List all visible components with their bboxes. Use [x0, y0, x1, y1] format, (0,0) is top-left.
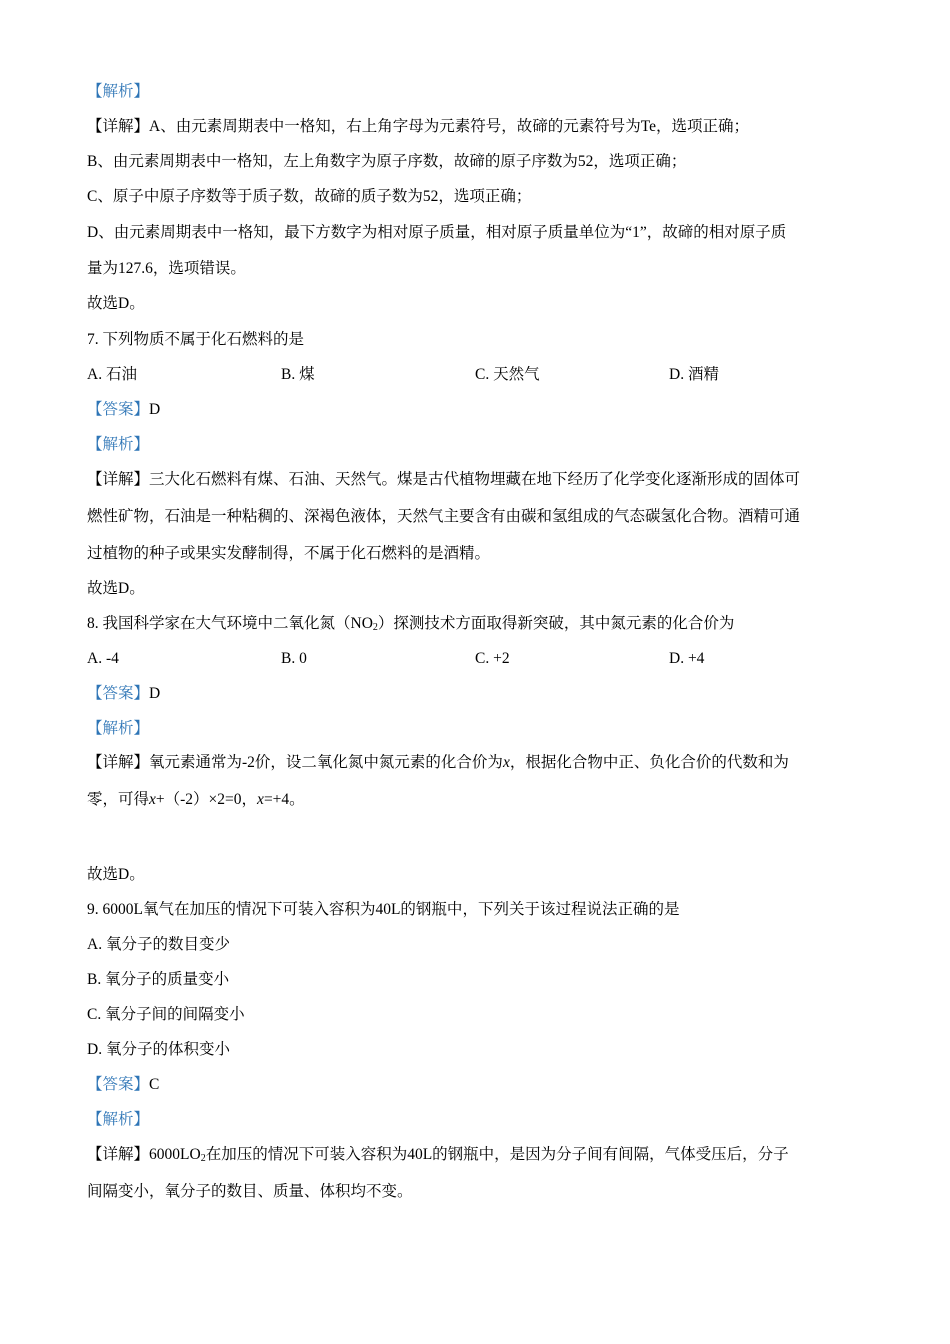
- q7-detail-3: 过植物的种子或果实发酵制得，不属于化石燃料的是酒精。: [87, 545, 491, 562]
- answer-tag: 【答案】: [87, 401, 150, 418]
- q8-conclusion: 故选D。: [87, 866, 145, 883]
- q7-option-c: C. 天然气: [475, 366, 540, 383]
- q9-option-a: A. 氧分子的数目变少: [87, 936, 230, 953]
- q6-analysis-label: 【解析】: [87, 83, 150, 100]
- q8-option-d: D. +4: [669, 650, 705, 667]
- q6-conclusion: 故选D。: [87, 295, 145, 312]
- q6-line-c: C、原子中原子序数等于质子数，故碲的质子数为52，选项正确；: [87, 188, 532, 205]
- q8-answer: 【答案】D: [87, 685, 161, 702]
- q7-answer: 【答案】D: [87, 401, 161, 418]
- q8-detail-2: 零，可得x+（-2）×2=0，x=+4。: [87, 791, 305, 808]
- q7-option-a: A. 石油: [87, 366, 137, 383]
- detail-tag: 【详解】: [87, 754, 150, 771]
- q8-detail-1: 【详解】氧元素通常为-2价，设二氧化氮中氮元素的化合价为x，根据化合物中正、负化合价的代数和为: [87, 754, 789, 771]
- q8-option-a: A. -4: [87, 650, 119, 667]
- q9-option-c: C. 氧分子间的间隔变小: [87, 1006, 245, 1023]
- q6-detail-a: 【详解】A、由元素周期表中一格知，右上角字母为元素符号，故碲的元素符号为Te，选项正确；: [87, 118, 749, 135]
- q7-detail-2: 燃性矿物，石油是一种粘稠的、深褐色液体，天然气主要含有由碳和氢组成的气态碳氢化合物。酒精可通: [87, 508, 801, 525]
- q8-question: 8. 我国科学家在大气环境中二氧化氮$(NO_2)$探测技术方面取得新突破，其中氮元素的化合价为: [87, 615, 735, 633]
- q9-analysis-label: 【解析】: [87, 1111, 150, 1128]
- q7-detail-1: 【详解】三大化石燃料有煤、石油、天然气。煤是古代植物埋藏在地下经历了化学变化逐渐形成的固体可: [87, 471, 801, 488]
- q6-line-b: B、由元素周期表中一格知，左上角数字为原子序数，故碲的原子序数为52，选项正确；: [87, 153, 687, 170]
- detail-tag: 【详解】: [87, 471, 150, 488]
- q9-detail-2: 间隔变小，氧分子的数目、质量、体积均不变。: [87, 1183, 413, 1200]
- q6-line-d1: D、由元素周期表中一格知，最下方数字为相对原子质量，相对原子质量单位为“1”，故碲的相对原子质: [87, 224, 787, 241]
- q9-detail-1: 【详解】$6000LO_2$在加压的情况下可装入容积为40L的钢瓶中，是因为分子间有间隔，气体受压后，分子: [87, 1146, 789, 1164]
- q7-conclusion: 故选D。: [87, 580, 145, 597]
- q9-answer: 【答案】C: [87, 1076, 160, 1093]
- q8-option-c: C. +2: [475, 650, 510, 667]
- q7-option-b: B. 煤: [281, 366, 315, 383]
- q7-analysis-label: 【解析】: [87, 436, 150, 453]
- answer-tag: 【答案】: [87, 685, 150, 702]
- detail-tag: 【详解】: [87, 118, 150, 135]
- q7-option-d: D. 酒精: [669, 366, 719, 383]
- q9-option-d: D. 氧分子的体积变小: [87, 1041, 230, 1058]
- q9-option-b: B. 氧分子的质量变小: [87, 971, 230, 988]
- q8-option-b: B. 0: [281, 650, 307, 667]
- q7-question: 7. 下列物质不属于化石燃料的是: [87, 331, 305, 348]
- q8-analysis-label: 【解析】: [87, 720, 150, 737]
- q9-question: 9. 6000L氧气在加压的情况下可装入容积为40L的钢瓶中，下列关于该过程说法正确的是: [87, 901, 680, 918]
- q6-line-d2: 量为127.6，选项错误。: [87, 260, 246, 277]
- detail-tag: 【详解】: [87, 1146, 150, 1163]
- answer-tag: 【答案】: [87, 1076, 150, 1093]
